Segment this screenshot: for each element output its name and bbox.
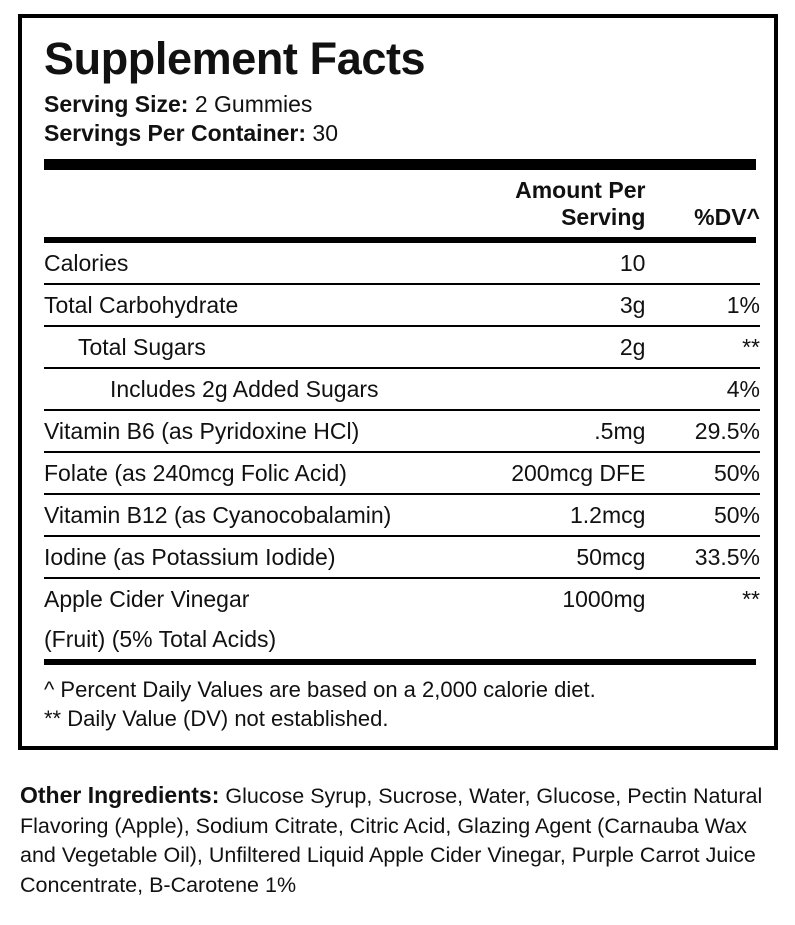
row-amount: 2g [431, 326, 646, 368]
row-dv: ** [645, 326, 760, 368]
row-dv: 33.5% [645, 536, 760, 578]
row-dv [645, 619, 760, 659]
table-row [44, 284, 760, 326]
row-amount: 1000mg [431, 578, 646, 619]
table-row [44, 368, 760, 410]
serving-size-line [44, 90, 756, 119]
table-row [44, 494, 760, 536]
table-row [44, 326, 760, 368]
table-header-row [44, 170, 760, 237]
row-amount: 1.2mcg [431, 494, 646, 536]
row-amount: 10 [619, 249, 646, 276]
header-daily-value: %DV^ [694, 203, 760, 230]
row-name: Total Carbohydrate [44, 284, 431, 326]
row-dv: ** [645, 578, 760, 619]
nutrition-table [44, 170, 760, 237]
other-ingredients-section [20, 780, 780, 901]
table-row [44, 452, 760, 494]
rule-thick-top [44, 159, 756, 170]
row-dv: 4% [645, 368, 760, 410]
servings-per-container-value: 30 [312, 120, 339, 147]
row-dv: 1% [645, 284, 760, 326]
row-name: Calories [44, 249, 129, 276]
panel-title: Supplement Facts [44, 33, 426, 84]
header-blank [44, 170, 431, 237]
row-dv [645, 243, 760, 284]
row-amount: 50mcg [431, 536, 646, 578]
nutrition-rows-table [44, 243, 760, 659]
row-dv: 29.5% [645, 410, 760, 452]
row-dv: 50% [645, 452, 760, 494]
supplement-facts-panel [18, 14, 778, 750]
row-name: Total Sugars [44, 326, 431, 368]
table-row [44, 243, 760, 284]
servings-per-container-label: Servings Per Container: [44, 120, 307, 147]
other-ingredients-label: Other Ingredients: [20, 782, 220, 808]
row-name: Vitamin B12 (as Cyanocobalamin) [44, 494, 431, 536]
row-name: Includes 2g Added Sugars [44, 368, 431, 410]
row-dv: 50% [645, 494, 760, 536]
row-amount: 200mcg DFE [431, 452, 646, 494]
serving-size-label: Serving Size: [44, 90, 189, 117]
servings-per-container-line [44, 119, 756, 148]
row-name: (Fruit) (5% Total Acids) [44, 625, 277, 652]
footnotes [44, 665, 756, 734]
table-row [44, 578, 760, 619]
row-name: Vitamin B6 (as Pyridoxine HCl) [44, 410, 431, 452]
table-row [44, 536, 760, 578]
table-row [44, 410, 760, 452]
row-amount [431, 368, 646, 410]
row-amount: 3g [431, 284, 646, 326]
serving-size-value: 2 Gummies [194, 90, 313, 117]
table-row [44, 619, 760, 659]
footnote-dv-not-established: ** Daily Value (DV) not established. [44, 706, 389, 732]
header-amount-per-serving: Amount Per Serving [515, 176, 646, 230]
row-amount: .5mg [431, 410, 646, 452]
row-name: Folate (as 240mcg Folic Acid) [44, 452, 431, 494]
row-amount [431, 619, 646, 659]
row-name: Iodine (as Potassium Iodide) [44, 536, 431, 578]
footnote-percent-daily-value: ^ Percent Daily Values are based on a 2,000 calorie diet. [44, 676, 596, 702]
row-name: Apple Cider Vinegar [44, 578, 431, 619]
other-ingredients-text: Glucose Syrup, Sucrose, Water, Glucose, Pectin Natural Flavoring (Apple), Sodium Citrate, Citric Acid, Glazing Agent (Carnauba Wax and Vegetable Oil), Unfiltered Liquid Apple Cider Vinegar, Purple Carrot Juice Concentrate, B-Carotene 1% [20, 784, 763, 898]
